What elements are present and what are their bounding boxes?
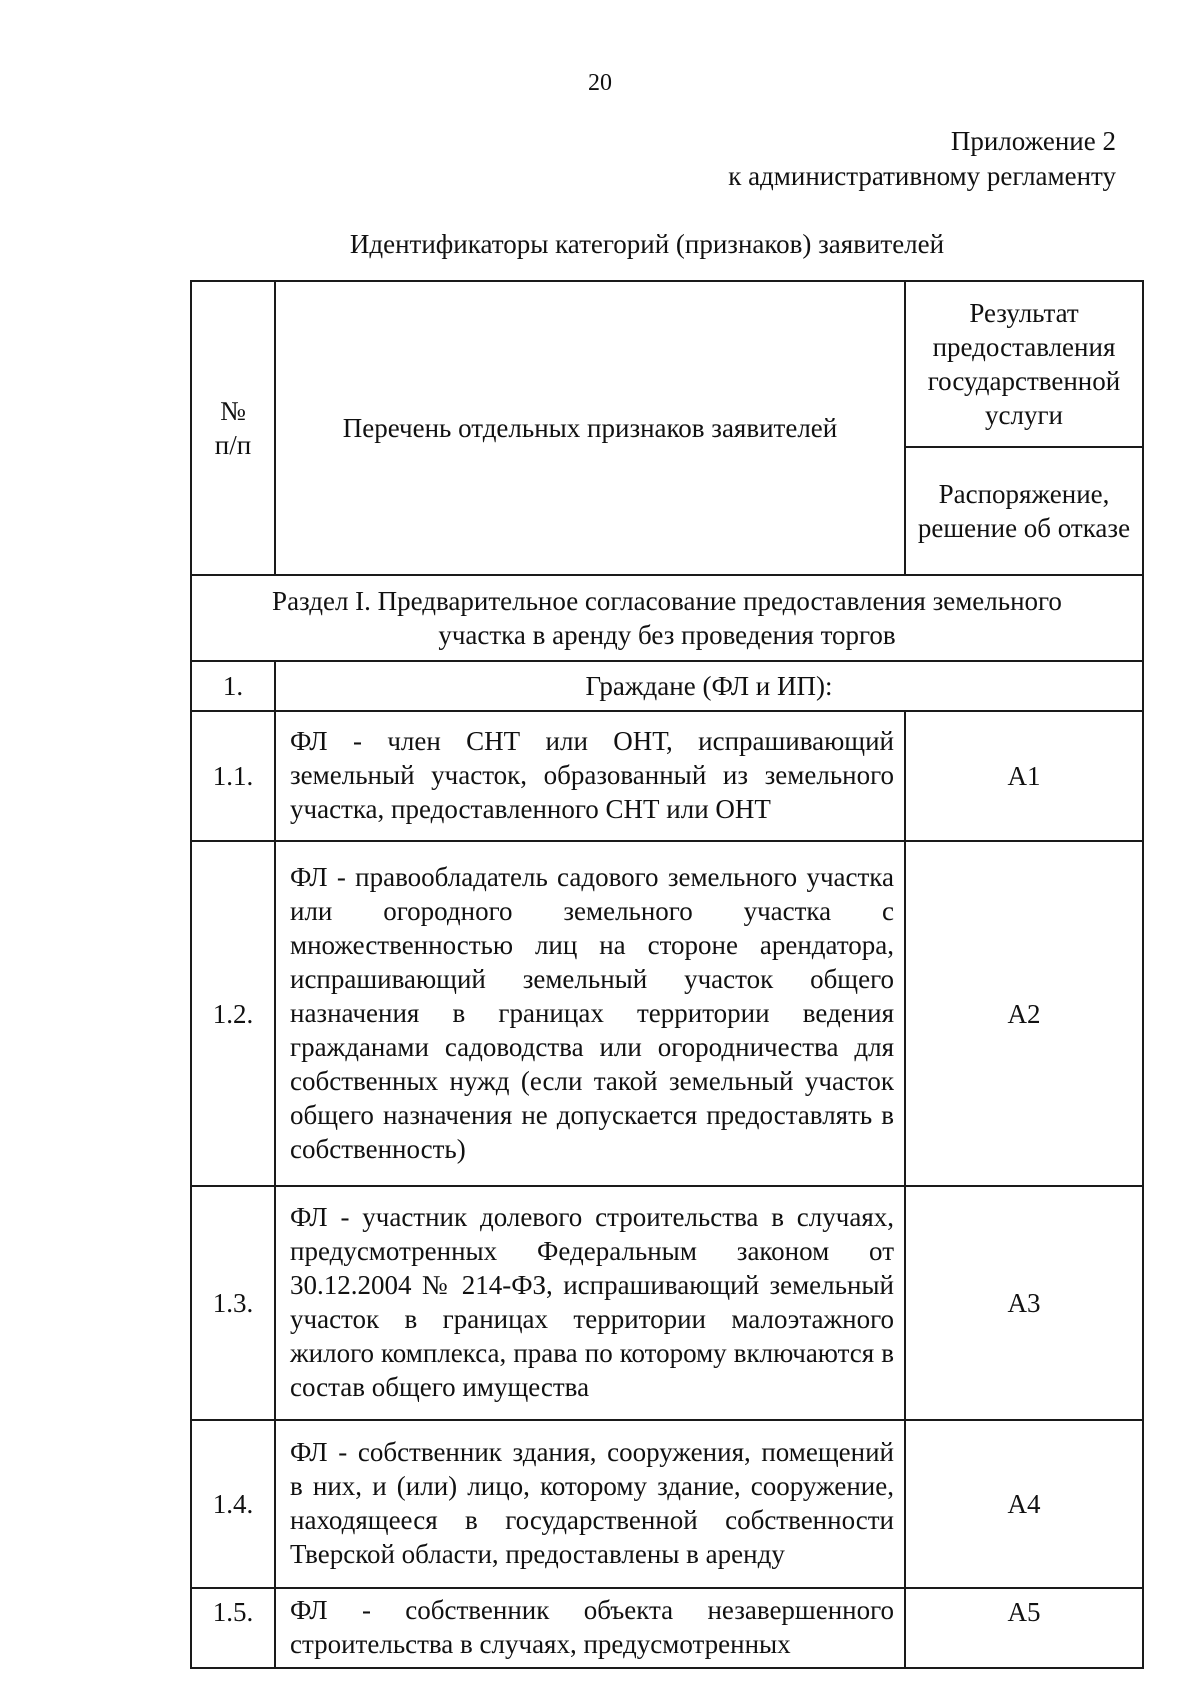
header-desc: Перечень отдельных признаков заявителей [275,281,905,575]
row-code: А1 [905,711,1143,841]
row-desc: ФЛ - собственник объекта незавершенного строительства в случаях, предусмотренных [275,1588,905,1668]
page-number: 20 [588,70,612,96]
row-desc: ФЛ - правообладатель садового земельного участка или огородного земельного участка с множественностью лиц на стороне арендатора, испрашивающий земельный участок общего назначения в границах территории ведения гражданами садоводства или огородничества для собственных нужд (если такой земельный участок общего назначения не допускается предоставлять в собственность) [275,841,905,1186]
header-num [191,281,275,575]
appendix-caption [728,124,1116,194]
appendix-line-2: к административному регламенту [728,161,1116,191]
table-row [191,841,1143,1186]
section-row [191,575,1143,661]
row-num: 1.1. [191,711,275,841]
table-header-row [191,281,1143,447]
row-code: А4 [905,1420,1143,1588]
row-num: 1.5. [191,1588,275,1668]
row-num: 1.3. [191,1186,275,1420]
group-label: Граждане (ФЛ и ИП): [275,661,1143,711]
table-row [191,1420,1143,1588]
row-desc: ФЛ - член СНТ или ОНТ, испрашивающий земельный участок, образованный из земельного участка, предоставленного СНТ или ОНТ [275,711,905,841]
header-num-label: № п/п [214,396,252,460]
header-result-sub: Распоряжение, решение об отказе [905,447,1143,575]
row-code: А2 [905,841,1143,1186]
row-num: 1.2. [191,841,275,1186]
section-title: Раздел I. Предварительное согласование предоставления земельного участка в аренду без проведения торгов [191,575,1143,661]
table-title: Идентификаторы категорий (признаков) заявителей [349,229,945,259]
table-row [191,1186,1143,1420]
row-code: А5 [905,1588,1143,1668]
header-result: Результат предоставления государственной услуги [905,281,1143,447]
applicant-categories-table [190,280,1144,1669]
group-row [191,661,1143,711]
row-desc: ФЛ - участник долевого строительства в случаях, предусмотренных Федеральным законом от 30.12.2004 № 214-ФЗ, испрашивающий земельный участок в границах территории малоэтажного жилого комплекса, права по которому включаются в состав общего имущества [275,1186,905,1420]
row-desc: ФЛ - собственник здания, сооружения, помещений в них, и (или) лицо, которому здание, сооружение, находящееся в государственной собственности Тверской области, предоставлены в аренду [275,1420,905,1588]
row-num: 1.4. [191,1420,275,1588]
table-row [191,1588,1143,1668]
appendix-line-1: Приложение 2 [950,126,1116,156]
table-row [191,711,1143,841]
row-code: А3 [905,1186,1143,1420]
group-num: 1. [191,661,275,711]
